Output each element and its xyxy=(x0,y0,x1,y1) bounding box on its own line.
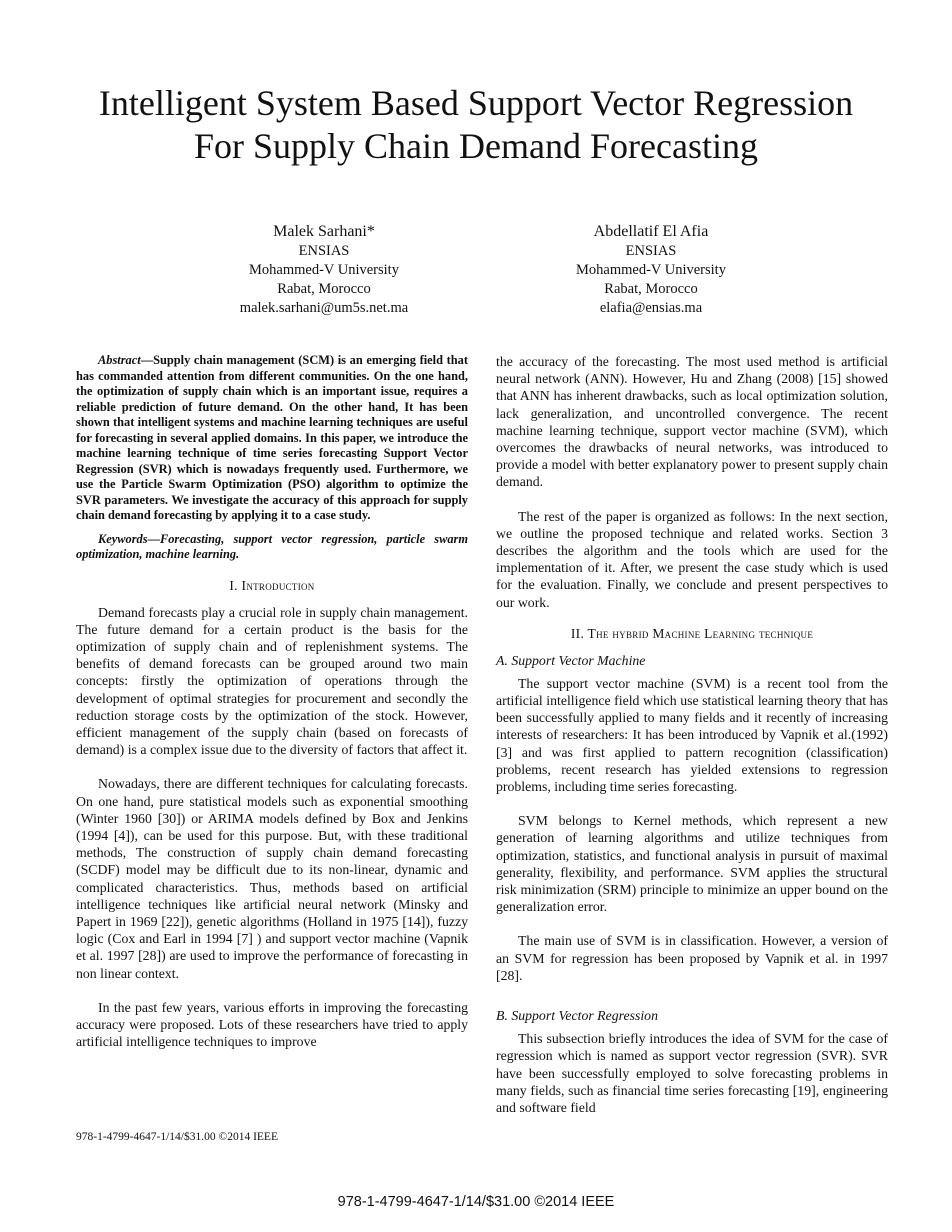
author-location: Rabat, Morocco xyxy=(604,281,698,297)
intro-paragraph-4: The rest of the paper is organized as follows: In the next section, we outline the proposed technique and related works. Section 3 describes the algorithm and the tools which are used for the implementation of it. After, we present the case study which is used for the evaluation. Finally, we conclude and present perspectives to our work. xyxy=(496,508,888,610)
title-line-1: Intelligent System Based Support Vector Regression xyxy=(98,83,854,123)
paper-title xyxy=(40,82,912,168)
svr-paragraph-1: This subsection briefly introduces the idea of SVM for the case of regression which is named as support vector regression (SVR). SVR have been successfully employed to solve forecasting problems in many fields, such as financial time series forecasting [19], engineering and software field xyxy=(496,1031,888,1115)
svm-paragraph-3: The main use of SVM is in classification. However, a version of an SVM for regression has been proposed by Vapnik et al. in 1997 [28]. xyxy=(496,933,888,983)
title-line-2: For Supply Chain Demand Forecasting xyxy=(194,126,758,166)
intro-paragraph-1: Demand forecasts play a crucial role in supply chain management. The future demand for a certain product is the basis for the optimization of supply chain and of replenishment systems. The benefits of demand forecasts can be grouped around two main concepts: firstly the optimization of operations through the development of optimal strategies for procurement and secondly the reduction storage costs by the optimization of the stock. However, efficient management of the supply chain (based on forecasts of demand) is a complex issue due to the diversity of factors that affect it. xyxy=(76,604,468,758)
author-affiliation: ENSIAS xyxy=(625,243,677,259)
subsection-heading-svr: B. Support Vector Regression xyxy=(496,1008,658,1024)
keywords xyxy=(76,532,468,563)
author-university: Mohammed-V University xyxy=(576,262,726,278)
right-column xyxy=(496,353,888,1116)
keywords-body: —Forecasting, support vector regression, particle swarm optimization, machine learning. xyxy=(76,531,468,561)
author-block-1 xyxy=(184,221,464,318)
author-block-2 xyxy=(511,221,791,318)
subsection-heading-svm: A. Support Vector Machine xyxy=(496,652,646,668)
intro-paragraph-3-continued: the accuracy of the forecasting. The most used method is artificial neural network (ANN). However, Hu and Zhang (2008) [15] showed that ANN has inherent drawbacks, such as local optimization solution, lack generalization, and uncontrolled convergence. The recent machine learning technique, support vector machine (SVM), which overcomes the drawbacks of neural networks, was introduced to provide a model with better explanatory power to present supply chain demand. xyxy=(496,354,888,490)
keywords-label: Keywords xyxy=(98,531,148,546)
svm-paragraph-2: SVM belongs to Kernel methods, which represent a new generation of learning algorithms and utilize techniques from optimization, statistics, and functional analysis in pursuit of maximal generality, flexibility, and performance. SVM applies the structural risk minimization (SRM) principle to minimize an upper bound on the generalization error. xyxy=(496,813,888,915)
abstract-body: —Supply chain management (SCM) is an emerging field that has commanded attention from different communities. On the one hand, the optimization of supply chain which is an important issue, requires a reliable prediction of future demand. On the other hand, It has been shown that intelligent systems and machine learning techniques are useful for forecasting in several applied domains. In this paper, we introduce the machine learning technique of time series forecasting Support Vector Regression (SVR) which is nowadays frequently used. Furthermore, we use the Particle Swarm Optimization (PSO) algorithm to optimize the SVR parameters. We investigate the accuracy of this approach for supply chain demand forecasting by applying it to a case study. xyxy=(76,353,468,522)
author-email: elafia@ensias.ma xyxy=(599,300,703,316)
author-email: malek.sarhani@um5s.net.ma xyxy=(239,300,409,316)
intro-paragraph-3: In the past few years, various efforts in improving the forecasting accuracy were proposed. Lots of these researchers have tried to apply artificial intelligence techniques to improve xyxy=(76,999,468,1050)
section-heading-hybrid: II. The hybrid Machine Learning technique xyxy=(570,625,814,641)
copyright-notice: 978-1-4799-4647-1/14/$31.00 ©2014 IEEE xyxy=(76,1131,278,1143)
author-name: Malek Sarhani* xyxy=(273,223,375,240)
section-heading-introduction: I. Introduction xyxy=(229,577,315,593)
intro-paragraph-2: Nowadays, there are different techniques for calculating forecasts. On one hand, pure statistical models such as exponential smoothing (Winter 1960 [30]) or ARIMA models defined by Box and Jenkins (1994 [4]), can be used for this purpose. But, with these traditional methods, The construction of supply chain demand forecasting (SCDF) model may be difficult due to its non-linear, dynamic and complicated characteristics. Thus, methods based on artificial intelligence techniques like artificial neural network (Minsky and Papert in 1969 [22]), genetic algorithms (Holland in 1975 [14]), fuzzy logic (Cox and Earl in 1994 [7] ) and support vector machine (Vapnik et al. 1997 [28]) are used to improve the performance of forecasting in non linear context. xyxy=(76,776,468,981)
author-university: Mohammed-V University xyxy=(249,262,399,278)
svm-paragraph-1: The support vector machine (SVM) is a recent tool from the artificial intelligence field which use statistical learning theory that has been successfully applied to many fields and it recently of increasing interests of researchers: It has been introduced by Vapnik et al.(1992) [3] and was first applied to pattern recognition (classification) problems, recent research has yielded extensions to regression problems, including time series forecasting. xyxy=(496,675,888,795)
abstract-text xyxy=(76,353,468,524)
abstract xyxy=(76,353,468,563)
left-column xyxy=(76,353,468,1050)
author-affiliation: ENSIAS xyxy=(298,243,350,259)
author-location: Rabat, Morocco xyxy=(277,281,371,297)
author-name: Abdellatif El Afia xyxy=(593,223,709,240)
abstract-label: Abstract xyxy=(98,353,141,367)
page-footer: 978-1-4799-4647-1/14/$31.00 ©2014 IEEE xyxy=(337,1194,615,1210)
